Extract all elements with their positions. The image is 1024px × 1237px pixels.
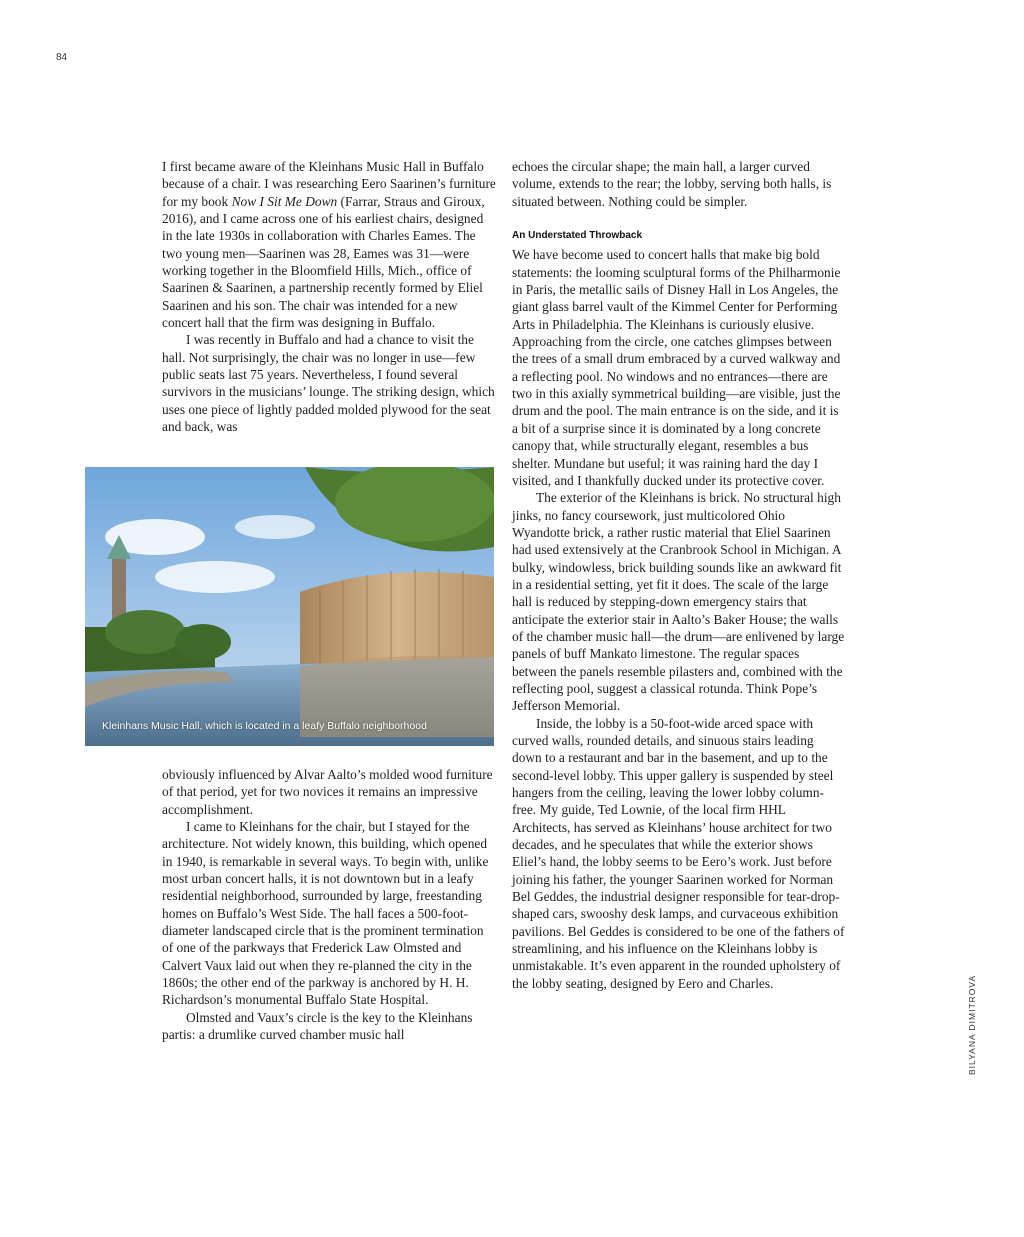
section-subheading: An Understated Throwback [512,230,643,242]
tree [105,610,185,654]
page-number: 84 [56,52,68,63]
photo-credit: BILYANA DIMITROVA [967,974,977,1075]
article-column-right [512,158,846,992]
paragraph: Inside, the lobby is a 50-foot-wide arced space with curved walls, rounded details, and sinuous stairs leading down to a restaurant and bar in the basement, and up to the second-level lobby. This upper gallery is suspended by steel hangers from the ceiling, leaving the lower lobby column-free. My guide, Ted Lownie, of the local firm HHL Architects, has served as Kleinhans’ house architect for two decades, and he speculates that while the exterior shows Eliel’s hand, the lobby seems to be Eero’s work. Just before joining his father, the younger Saarinen worked for Norman Bel Geddes, the industrial designer responsible for tear-drop-shaped cars, swooshy desk lamps, and curvaceous exhibition pavilions. Bel Geddes is considered to be one of the fathers of streamlining, and his influence on the Kleinhans lobby is unmistakable. It’s even apparent in the rounded upholstery of the lobby seating, designed by Eero and Charles. [512,715,845,991]
paragraph: We have become used to concert halls that make big bold statements: the looming sculptural forms of the Philharmonie in Paris, the metallic sails of Disney Hall in Los Angeles, the giant glass barrel vault of the Kimmel Center for Performing Arts in Philadelphia. The Kleinhans is curiously elusive. Approaching from the circle, one catches glimpses between the trees of a small drum embraced by a curved walkway and a reflecting pool. No windows and no entrances—there are two in this axially symmetrical building—are visible, just the drum and the pool. The main entrance is on the side, and it is a bit of a surprise since it is dominated by a long concrete canopy that, while structurally elegant, resembles a bus shelter. Mundane but useful; it was raining hard the day I visited, and I thankfully ducked under its protective cover. [512,247,841,488]
photo-caption: Kleinhans Music Hall, which is located in a leafy Buffalo neighborhood [102,720,427,732]
article-column-left-top [162,158,496,436]
paragraph: obviously influenced by Alvar Aalto’s molded wood furniture of that period, yet for two novices it remains an impressive accomplishment. [162,767,493,817]
article-column-left-bottom [162,766,496,1044]
paragraph: Olmsted and Vaux’s circle is the key to the Kleinhans partis: a drumlike curved chamber music hall [162,1009,473,1043]
paragraph: I was recently in Buffalo and had a chance to visit the hall. Not surprisingly, the chair was no longer in use—few public seats last 75 years. Nevertheless, I found several survivors in the musicians’ lounge. The striking design, which uses one piece of lightly padded molded plywood for the seat and back, was [162,332,495,435]
paragraph-intro: I first became aware of the Kleinhans Music Hall in Buffalo because of a chair. I was researching Eero Saarinen’s furniture for my book Now I Sit Me Down (Farrar, Straus and Giroux, 2016), and I came across one of his earliest chairs, designed in the late 1930s in collaboration with Charles Eames. The two young men—Saarinen was 28, Eames was 31—were working together in the Bloomfield Hills, Mich., office of Saarinen & Saarinen, a partnership recently formed by Eliel Saarinen and his son. The chair was intended for a new concert hall that the firm was designing in Buffalo. [162,159,496,331]
paragraph: I came to Kleinhans for the chair, but I stayed for the architecture. Not widely known, this building, which opened in 1940, is remarkable in several ways. To begin with, unlike most urban concert halls, it is not downtown but in a leafy residential neighborhood, surrounded by large, freestanding homes on Buffalo’s West Side. The hall faces a 500-foot-diameter landscaped circle that is the prominent termination of one of the parkways that Frederick Law Olmsted and Calvert Vaux laid out when they re-planned the city in the 1860s; the other end of the parkway is anchored by H. H. Richardson’s monumental Buffalo State Hospital. [162,819,489,1008]
photo-illustration [85,467,494,746]
tree [175,624,231,660]
hall-photo [85,467,494,746]
paragraph: echoes the circular shape; the main hall, a larger curved volume, extends to the rear; the lobby, serving both halls, is situated between. Nothing could be simpler. [512,159,832,209]
paragraph: The exterior of the Kleinhans is brick. No structural high jinks, no fancy coursework, just multicolored Ohio Wyandotte brick, a rather rustic material that Eliel Saarinen had used extensively at the Cranbrook School in Michigan. A bulky, windowless, brick building sounds like an awkward fit in a residential setting, yet fit it does. The scale of the large hall is reduced by stepping-down emergency stairs that anticipate the exterior stair in Aalto’s Baker House; the walls of the chamber music hall—the drum—are enlivened by large panels of buff Mankato limestone. The regular spaces between the panels resemble pilasters and, combined with the reflecting pool, suggest a classical rotunda. Think Pope’s Jefferson Memorial. [512,490,845,714]
book-title: Now I Sit Me Down [231,193,338,209]
cloud [155,561,275,593]
cloud [235,515,315,539]
